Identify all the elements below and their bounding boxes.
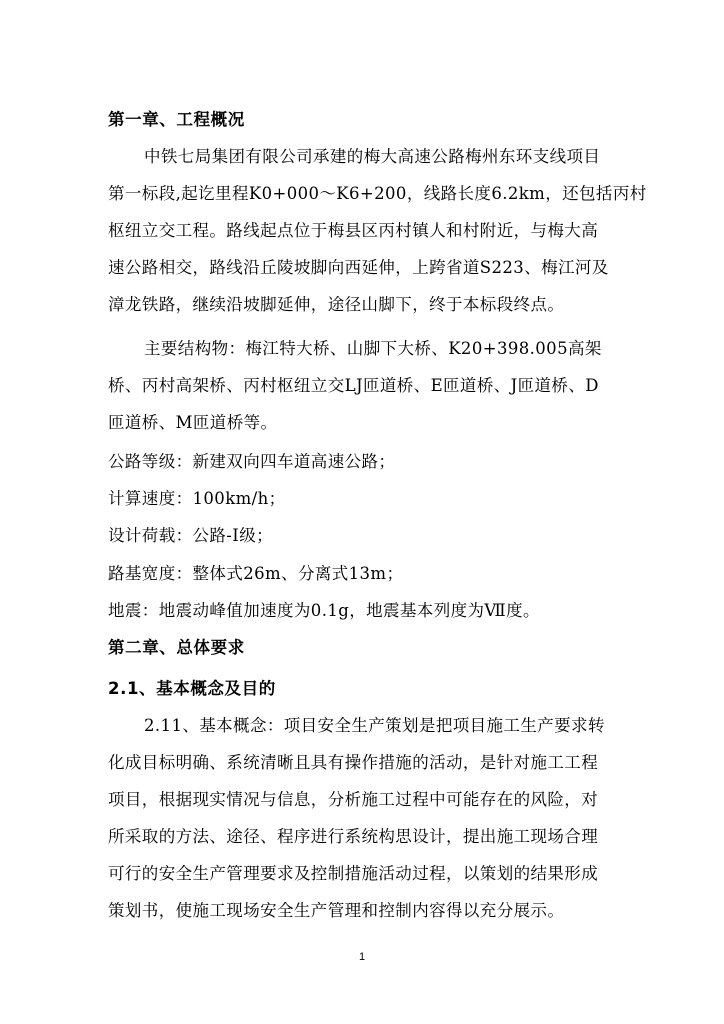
- chapter-2-heading: 第二章、总体要求: [108, 638, 245, 657]
- spec-design-speed: 计算速度：100km/h；: [108, 489, 286, 508]
- spec-roadbed-width: 路基宽度：整体式26m、分离式13m；: [108, 564, 404, 583]
- paragraph-2-line-2: 桥、丙村高架桥、丙村枢纽立交LJ匝道桥、E匝道桥、J匝道桥、D: [108, 376, 599, 395]
- paragraph-1-line-5: 漳龙铁路，继续沿坡脚延伸，途径山脚下，终于本标段终点。: [108, 295, 565, 314]
- paragraph-3-line-3: 项目，根据现实情况与信息，分析施工过程中可能存在的风险，对: [108, 790, 599, 809]
- paragraph-3-line-2: 化成目标明确、系统清晰且具有操作措施的活动，是针对施工工程: [108, 753, 599, 772]
- paragraph-1-line-3: 枢纽立交工程。路线起点位于梅县区丙村镇人和村附近，与梅大高: [108, 221, 599, 240]
- spec-earthquake: 地震：地震动峰值加速度为0.1g，地震基本列度为Ⅶ度。: [108, 601, 540, 620]
- chapter-1-heading: 第一章、工程概况: [108, 110, 245, 129]
- paragraph-1-line-4: 速公路相交，路线沿丘陵坡脚向西延伸，上跨省道S223、梅江河及: [108, 258, 609, 277]
- paragraph-1-line-1: 中铁七局集团有限公司承建的梅大高速公路梅州东环支线项目: [144, 147, 601, 166]
- spec-road-grade: 公路等级：新建双向四车道高速公路；: [108, 452, 396, 471]
- paragraph-1-line-2: 第一标段,起讫里程K0+000～K6+200，线路长度6.2km，还包括丙村: [108, 184, 647, 203]
- paragraph-2-line-3: 匝道桥、M匝道桥等。: [108, 413, 278, 432]
- paragraph-2-line-1: 主要结构物：梅江特大桥、山脚下大桥、K20+398.005高架: [144, 339, 602, 358]
- spec-design-load: 设计荷载：公路-I级；: [108, 526, 273, 545]
- paragraph-3-line-1: 2.11、基本概念：项目安全生产策划是把项目施工生产要求转: [144, 716, 605, 735]
- paragraph-3-line-6: 策划书，使施工现场安全生产管理和控制内容得以充分展示。: [108, 901, 565, 920]
- paragraph-3-line-4: 所采取的方法、途径、程序进行系统构思设计，提出施工现场合理: [108, 827, 599, 846]
- section-2-1-heading: 2.1、基本概念及目的: [108, 679, 276, 698]
- page-number: 1: [358, 951, 366, 963]
- paragraph-3-line-5: 可行的安全生产管理要求及控制措施活动过程，以策划的结果形成: [108, 864, 599, 883]
